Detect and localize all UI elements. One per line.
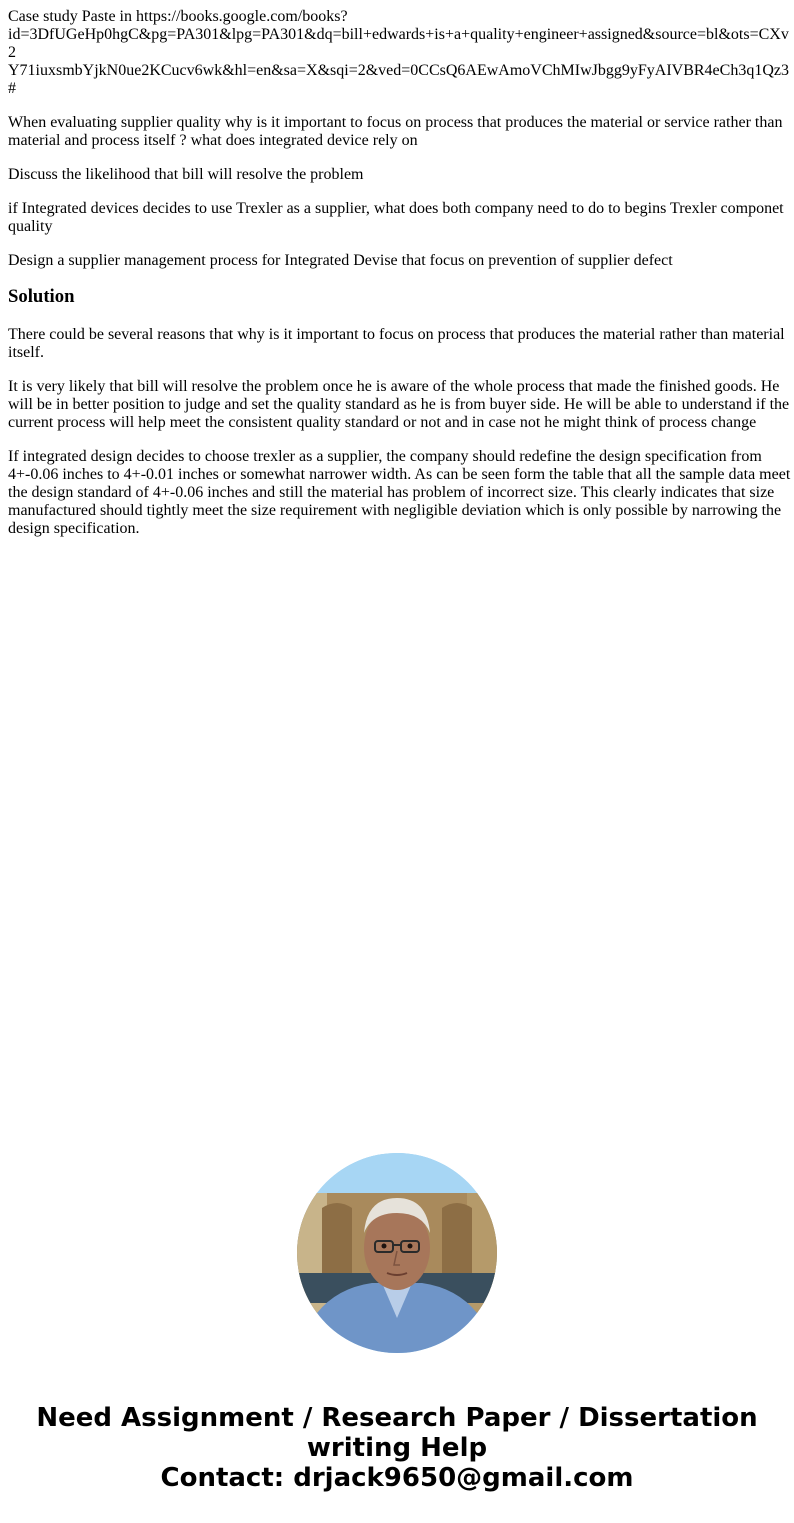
question-1: When evaluating supplier quality why is it important to focus on process that produces the material or service rather than material and process itself ? what does integrated device rely on [8,114,783,149]
question-2: Discuss the likelihood that bill will resolve the problem [8,166,364,183]
question-4: Design a supplier management process for Integrated Devise that focus on prevention of supplier defect [8,252,673,269]
url-line-2: id=3DfUGeHp0hgC&pg=PA301&lpg=PA301&dq=bill+edwards+is+a+quality+engineer+assigned&source=bl&ots=CXv2 [8,26,789,61]
solution-section [8,286,794,538]
solution-paragraph-3: If integrated design decides to choose trexler as a supplier, the company should redefine the design specification from 4+-0.06 inches to 4+-0.01 inches or somewhat narrower width. As can be seen form the table that all the sample data meet the design standard of 4+-0.06 inches and still the material has problem of incorrect size. This clearly indicates that size manufactured should tightly meet the size requirement with negligible deviation which is only possible by narrowing the design specification. [8,448,791,537]
solution-paragraph-2: It is very likely that bill will resolve the problem once he is aware of the whole process that made the finished goods. He will be in better position to judge and set the quality standard as he is from buyer side. He will be able to understand if the current process will help meet the consistent quality standard or not and in case not he might think of process change [8,378,790,431]
document-body [8,8,794,554]
case-study-url [8,8,794,98]
solution-paragraph-1: There could be several reasons that why is it important to focus on process that produces the material rather than material itself. [8,326,785,361]
question-section [8,8,794,270]
promo-contact: Contact: drjack9650@gmail.com [160,1463,634,1493]
url-line-1: Case study Paste in https://books.google.com/books? [8,8,348,25]
question-3: if Integrated devices decides to use Trexler as a supplier, what does both company need to do to begins Trexler componet quality [8,200,784,235]
promo-line-2: writing Help [306,1433,488,1463]
url-line-3: Y71iuxsmbYjkN0ue2KCucv6wk&hl=en&sa=X&sqi=2&ved=0CCsQ6AEwAmoVChMIwJbgg9yFyAIVBR4eCh3q1Qz3# [8,62,789,97]
author-avatar [297,1153,497,1353]
promo-banner [0,1403,794,1493]
solution-heading: Solution [8,286,75,307]
promo-line-1: Need Assignment / Research Paper / Dissertation [36,1403,758,1433]
